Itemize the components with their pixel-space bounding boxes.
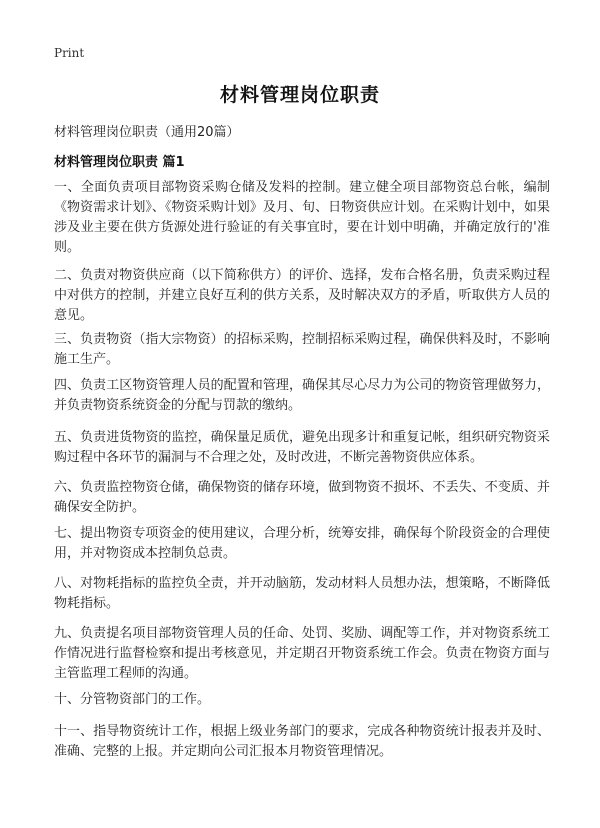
paragraph-8: 八、对物耗指标的监控负全责，并开动脑筋，发动材料人员想办法，想策略，不断降低物耗指标。 xyxy=(54,576,550,611)
paragraph-1: 一、全面负责项目部物资采购仓储及发料的控制。建立健全项目部物资总台帐，编制《物资需求计划》、《物资采购计划》及月、旬、日物资供应计划。在采购计划中，如果涉及业主要在供方货源处进行验证的有关事宜时，要在计划中明确，并确定放行的'准则。 xyxy=(54,180,550,255)
paragraph-3: 三、负责物资（指大宗物资）的招标采购，控制招标采购过程，确保供料及时，不影响施工生产。 xyxy=(54,332,550,367)
paragraph-2: 二、负责对物资供应商（以下简称供方）的评价、选择，发布合格名册，负责采购过程中对供方的控制，并建立良好互利的供方关系，及时解决双方的矛盾，听取供方人员的意见。 xyxy=(54,268,550,323)
paragraph-11: 十一、指导物资统计工作，根据上级业务部门的要求，完成各种物资统计报表并及时、准确、完整的上报。并定期向公司汇报本月物资管理情况。 xyxy=(54,724,550,759)
print-link[interactable]: Print xyxy=(54,46,85,60)
document-subtitle: 材料管理岗位职责（通用20篇） xyxy=(54,125,240,140)
paragraph-7: 七、提出物资专项资金的使用建议，合理分析，统筹安排，确保每个阶段资金的合理使用，并对物资成本控制负总责。 xyxy=(54,526,550,561)
page-title: 材料管理岗位职责 xyxy=(219,84,380,106)
paragraph-5: 五、负责进货物资的监控，确保量足质优，避免出现多计和重复记帐，组织研究物资采购过程中各环节的漏洞与不合理之处，及时改进，不断完善物资供应体系。 xyxy=(54,430,550,465)
section-heading: 材料管理岗位职责 篇1 xyxy=(54,155,185,170)
paragraph-4: 四、负责工区物资管理人员的配置和管理，确保其尽心尽力为公司的物资管理做努力，并负责物资系统资金的分配与罚款的缴纳。 xyxy=(54,378,550,413)
paragraph-6: 六、负责监控物资仓储，确保物资的储存环境，做到物资不损坏、不丢失、不变质、并确保安全防护。 xyxy=(54,480,550,515)
paragraph-10: 十、分管物资部门的工作。 xyxy=(54,692,211,707)
paragraph-9: 九、负责提名项目部物资管理人员的任命、处罚、奖励、调配等工作，并对物资系统工作情况进行监督检察和提出考核意见，并定期召开物资系统工作会。负责在物资方面与主管监理工程师的沟通。 xyxy=(54,626,550,681)
